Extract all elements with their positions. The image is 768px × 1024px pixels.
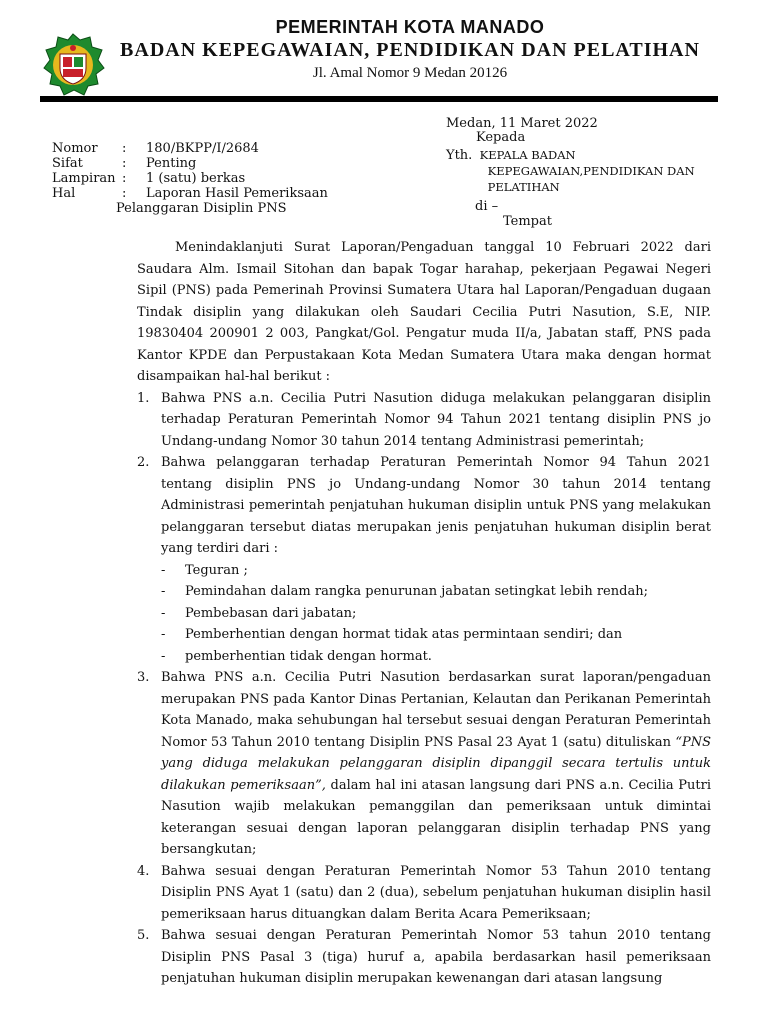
list-item: [137, 667, 711, 861]
meta-value: Penting: [146, 156, 197, 171]
meta-colon: :: [122, 156, 127, 171]
opening-paragraph: Menindaklanjuti Surat Laporan/Pengaduan tanggal 10 Februari 2022 dari Saudara Alm. Ismail Sitohan dan bapak Togar harahap, pekerjaan Pegawai Negeri Sipil (PNS) pada Pemerinah Provinsi Sumatera Utara hal Laporan/Pengaduan dugaan Tindak disiplin yang dilakukan oleh Saudari Cecilia Putri Nasution, S.E, NIP. 19830404 200901 2 003, Pangkat/Gol. Pengatur muda II/a, Jabatan staff, PNS pada Kantor KPDE dan Perpustakaan Kota Medan Sumatera Utara maka dengan hormat disampaikan hal-hal berikut :: [137, 240, 711, 384]
recipient-line: PELATIHAN: [487, 180, 560, 194]
meta-label: Nomor: [52, 141, 98, 156]
meta-colon: :: [122, 141, 127, 156]
meta-value: 1 (satu) berkas: [146, 171, 246, 186]
sanction-text: Pemindahan dalam rangka penurunan jabatan setingkat lebih rendah;: [185, 584, 648, 599]
sanction-text: Pembebasan dari jabatan;: [185, 605, 357, 621]
sanction-text: pemberhentian tidak dengan hormat.: [185, 648, 432, 664]
list-item: [137, 388, 711, 453]
recipient-address: [446, 147, 695, 195]
di-label: di –: [475, 199, 499, 214]
meta-colon: :: [122, 171, 127, 186]
meta-row-nomor: [52, 141, 328, 156]
place-date: Medan, 11 Maret 2022: [446, 116, 598, 131]
item-text: Bahwa pelanggaran terhadap Peraturan Pemerintah Nomor 94 Tahun 2021 tentang disiplin PNS jo Undang-undang Nomor 30 tahun 2014 tentang Administrasi pemerintah penjatuhan hukuman disiplin untuk PNS yang melakukan pelanggaran tersebut diatas merupakan jenis penjatuhan hukuman disiplin berat yang terdiri dari :: [161, 455, 711, 556]
letterhead: [110, 16, 710, 84]
meta-colon: :: [122, 186, 127, 201]
list-item: [137, 452, 711, 667]
sanction-list: [161, 560, 711, 668]
item-number: 5.: [137, 928, 150, 943]
letterhead-divider: [40, 96, 718, 102]
item-number: 4.: [137, 863, 150, 879]
letter-body: [137, 237, 711, 990]
agency-address: Jl. Amal Nomor 9 Medan 20126: [312, 65, 508, 81]
letter-meta: [52, 141, 328, 216]
sanction-text: Pemberhentian dengan hormat tidak atas permintaan sendiri; dan: [185, 627, 623, 642]
dash-marker: -: [161, 584, 166, 599]
dash-marker: -: [161, 627, 166, 642]
item-text: Bahwa sesuai dengan Peraturan Pemerintah Nomor 53 tahun 2010 tentang Disiplin PNS Pasal 3 (tiga) huruf a, apabila berdasarkan hasil pemeriksaan penjatuhan hukuman disiplin merupakan kewenangan dari atasan langsung: [161, 928, 711, 986]
recipient-line: KEPALA BADAN: [479, 148, 576, 162]
agency-name: BADAN KEPEGAWAIAN, PENDIDIKAN DAN PELATIHAN: [120, 39, 700, 61]
list-item: [137, 925, 711, 990]
dash-marker: -: [161, 605, 166, 621]
meta-row-hal-cont: [52, 201, 328, 216]
item-text: Bahwa PNS a.n. Cecilia Putri Nasution diduga melakukan pelanggaran disiplin terhadap Peraturan Pemerintah Nomor 94 Tahun 2021 tentang disiplin PNS jo Undang-undang Nomor 30 tahun 2014 tentang Administrasi pemerintah;: [161, 390, 711, 449]
meta-value: Pelanggaran Disiplin PNS: [116, 201, 287, 216]
sanction-item: [161, 603, 711, 625]
sanction-item: [161, 646, 711, 668]
meta-value: Laporan Hasil Pemeriksaan: [146, 186, 328, 201]
meta-row-lampiran: [52, 171, 328, 186]
meta-label: Hal: [52, 186, 76, 201]
sanction-text: Teguran ;: [185, 562, 248, 578]
tempat-label: Tempat: [503, 214, 552, 229]
sanction-item: [161, 560, 711, 582]
item-number: 2.: [137, 455, 150, 470]
recipient-line: KEPEGAWAIAN,PENDIDIKAN DAN: [487, 164, 695, 178]
sanction-item: [161, 581, 711, 603]
meta-label: Lampiran: [52, 171, 116, 186]
meta-value: 180/BKPP/I/2684: [146, 141, 259, 156]
item-number: 1.: [137, 390, 150, 406]
list-item: [137, 861, 711, 926]
sanction-item: [161, 624, 711, 646]
dash-marker: -: [161, 562, 166, 578]
item-number: 3.: [137, 670, 150, 685]
dash-marker: -: [161, 648, 166, 664]
city-emblem-icon: [40, 32, 106, 98]
points-list: [137, 388, 711, 990]
item-text: Bahwa PNS a.n. Cecilia Putri Nasution berdasarkan surat laporan/pengaduan merupakan PNS pada Kantor Dinas Pertanian, Kelautan dan Perikanan Pemerintah Kota Manado, maka sehubungan hal tersebut sesuai dengan Peraturan Pemerintah Nomor 53 Tahun 2010 tentang Disiplin PNS Pasal 23 Ayat 1 (satu) dituliskan: [161, 670, 711, 750]
meta-row-sifat: [52, 156, 328, 171]
item-text: Bahwa sesuai dengan Peraturan Pemerintah Nomor 53 Tahun 2010 tentang Disiplin PNS Ayat 1 (satu) dan 2 (dua), sebelum penjatuhan hukuman disiplin hasil pemeriksaan harus dituangkan dalam Berita Acara Pemeriksaan;: [161, 863, 711, 922]
kepada-label: Kepada: [476, 130, 526, 145]
meta-row-hal: [52, 186, 328, 201]
quoted-regulation: “PNS yang diduga melakukan pelanggaran disiplin dipanggil secara tertulis untuk dilakukan pemeriksaan”,: [161, 734, 711, 793]
item-text: dalam hal ini atasan langsung dari PNS a.n. Cecilia Putri Nasution wajib melakukan pemanggilan dan pemeriksaan untuk dimintai keterangan sesuai dengan laporan pelanggaran disiplin terhadap PNS yang bersangkutan;: [161, 777, 711, 857]
recipient-lines: [480, 147, 695, 195]
government-name: PEMERINTAH KOTA MANADO: [275, 17, 545, 37]
meta-label: Sifat: [52, 156, 83, 171]
yth-label: Yth.: [446, 148, 473, 163]
